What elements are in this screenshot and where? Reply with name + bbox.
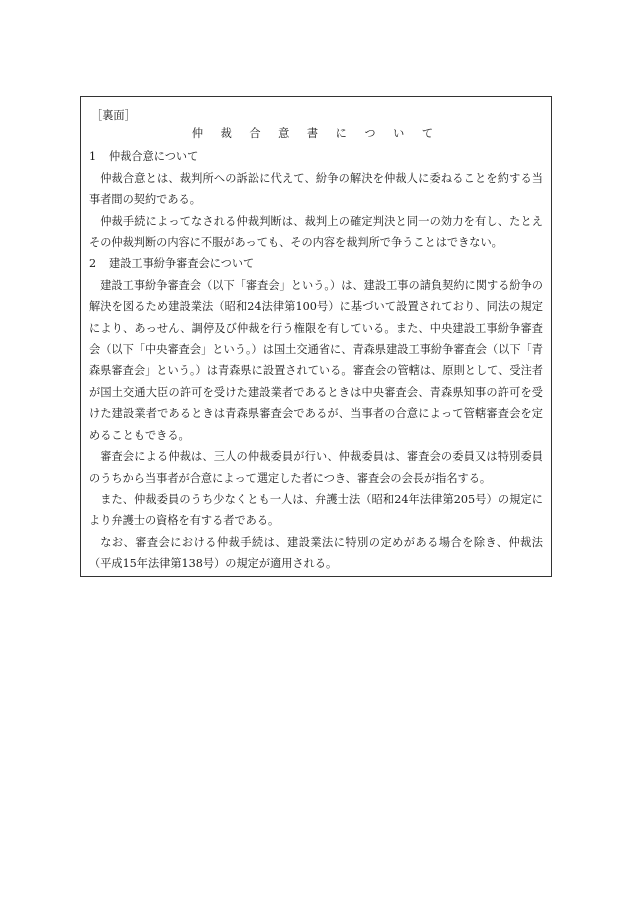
section-heading [89, 253, 543, 274]
paragraph: なお、審査会における仲裁手続は、建設業法に特別の定めがある場合を除き、仲裁法（平成15年法律第138号）の規定が適用される。 [89, 535, 543, 571]
document-frame [80, 96, 552, 577]
side-label: ［裏面］ [91, 109, 136, 122]
paragraph: 審査会による仲裁は、三人の仲裁委員が行い、仲裁委員は、審査会の委員又は特別委員のうちから当事者が合意によって選定した者につき、審査会の会長が指名する。 [89, 450, 543, 485]
section-1 [89, 146, 543, 253]
section-2 [89, 253, 543, 574]
section-heading-text: 建設工事紛争審査会について [109, 257, 255, 271]
section-number: 1 [89, 150, 97, 164]
paragraph: 仲裁合意とは、裁判所への訴訟に代えて、紛争の解決を仲裁人に委ねることを約する当事者間の契約である。 [89, 171, 543, 207]
section-number: 2 [89, 257, 97, 271]
paragraph: 建設工事紛争審査会（以下「審査会」という。）は、建設工事の請負契約に関する紛争の解決を図るため建設業法（昭和24法律第100号）に基づいて設置されており、同法の規定により、あっせん、調停及び仲裁を行う権限を有している。また、中央建設工事紛争審査会（以下「中央審査会」という。）は国土交通省に、青森県建設工事紛争審査会（以下「青森県審査会」という。）は青森県に設置されている。審査会の管轄は、原則として、受注者が国土交通大臣の許可を受けた建設業者であるときは中央審査会、青森県知事の許可を受けた建設業者であるときは青森県審査会であるが、当事者の合意によって管轄審査会を定めることもできる。 [89, 278, 543, 442]
paragraph: 仲裁手続によってなされる仲裁判断は、裁判上の確定判決と同一の効力を有し、たとえその仲裁判断の内容に不服があっても、その内容を裁判所で争うことはできない。 [89, 214, 543, 250]
document-title: 仲 裁 合 意 書 に つ い て [191, 127, 441, 141]
section-heading-text: 仲裁合意について [109, 150, 199, 164]
section-heading [89, 146, 543, 167]
paragraph: また、仲裁委員のうち少なくとも一人は、弁護士法（昭和24年法律第205号）の規定により弁護士の資格を有する者である。 [89, 492, 543, 528]
